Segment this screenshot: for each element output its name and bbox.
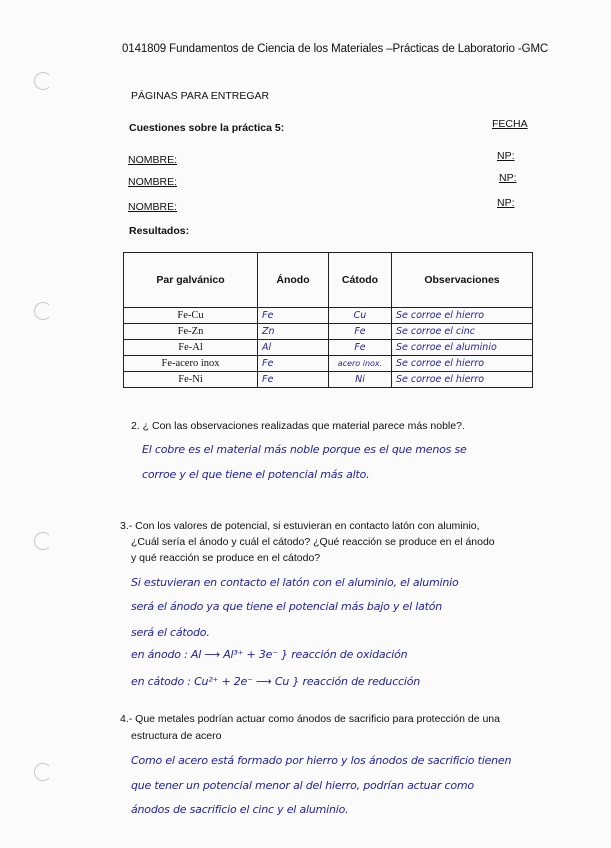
anode-cell: Fe bbox=[258, 372, 329, 388]
header-observations: Observaciones bbox=[392, 253, 533, 308]
observation-cell: Se corroe el aluminio bbox=[392, 340, 533, 356]
cathode-cell: acero inox. bbox=[329, 356, 392, 372]
pair-cell: Fe-acero inox bbox=[124, 356, 258, 372]
cathode-cell: Fe bbox=[329, 324, 392, 340]
answer-4-line-2: que tener un potencial menor al del hierro, podrían actuar como bbox=[131, 779, 474, 792]
observation-cell: Se corroe el hierro bbox=[392, 372, 533, 388]
pair-cell: Fe-Cu bbox=[124, 308, 258, 324]
section-title: PÁGINAS PARA ENTREGAR bbox=[131, 90, 270, 102]
answer-4-line-3: ánodos de sacrificio el cinc y el aluminio. bbox=[131, 803, 349, 816]
answer-3-line-1: Si estuvieran en contacto el latón con el aluminio, el aluminio bbox=[131, 576, 459, 589]
header-cathode: Cátodo bbox=[329, 253, 392, 308]
question-4-line-2: estructura de acero bbox=[131, 730, 222, 742]
answer-3-line-2: será el ánodo ya que tiene el potencial más bajo y el latón bbox=[131, 600, 443, 613]
table-row bbox=[124, 308, 533, 324]
anode-cell: Fe bbox=[258, 308, 329, 324]
table-header-row bbox=[124, 253, 533, 308]
pair-cell: Fe-Ni bbox=[124, 372, 258, 388]
np-label-1: NP: bbox=[497, 150, 515, 162]
cathode-cell: Fe bbox=[329, 340, 392, 356]
document-header: 0141809 Fundamentos de Ciencia de los Materiales –Prácticas de Laboratorio -GMC bbox=[122, 43, 549, 55]
table-row bbox=[124, 340, 533, 356]
table-row bbox=[124, 372, 533, 388]
punch-hole-2 bbox=[34, 302, 52, 320]
pair-cell: Fe-Zn bbox=[124, 324, 258, 340]
answer-4-line-1: Como el acero está formado por hierro y los ánodos de sacrificio tienen bbox=[131, 754, 512, 767]
observation-cell: Se corroe el hierro bbox=[392, 308, 533, 324]
header-pair: Par galvánico bbox=[124, 253, 258, 308]
table-row bbox=[124, 356, 533, 372]
observation-cell: Se corroe el hierro bbox=[392, 356, 533, 372]
question-4-line-1: 4.- Que metales podrían actuar como ánodos de sacrificio para protección de una bbox=[120, 713, 500, 725]
np-label-3: NP: bbox=[497, 197, 515, 209]
np-label-2: NP: bbox=[499, 172, 517, 184]
cathode-cell: Ni bbox=[329, 372, 392, 388]
answer-3-cathode-reaction: en cátodo : Cu²⁺ + 2e⁻ ⟶ Cu } reacción de reducción bbox=[131, 675, 421, 688]
question-2: 2. ¿ Con las observaciones realizadas que material parece más noble?. bbox=[131, 420, 465, 432]
table-row bbox=[124, 324, 533, 340]
cathode-cell: Cu bbox=[329, 308, 392, 324]
anode-cell: Zn bbox=[258, 324, 329, 340]
answer-2-line-1: El cobre es el material más noble porque es el que menos se bbox=[142, 443, 467, 456]
practice-title: Cuestiones sobre la práctica 5: bbox=[129, 122, 285, 134]
answer-3-line-3: será el cátodo. bbox=[131, 626, 210, 639]
question-3-line-2: ¿Cuál sería el ánodo y cuál el cátodo? ¿Qué reacción se produce en el ánodo bbox=[131, 536, 495, 548]
question-3-line-1: 3.- Con los valores de potencial, si estuvieran en contacto latón con aluminio, bbox=[120, 520, 480, 532]
name-label-3: NOMBRE: bbox=[128, 201, 178, 213]
pair-cell: Fe-Al bbox=[124, 340, 258, 356]
punch-hole-4 bbox=[34, 763, 52, 781]
answer-2-line-2: corroe y el que tiene el potencial más alto. bbox=[142, 468, 370, 481]
punch-hole-1 bbox=[34, 72, 52, 90]
results-table bbox=[123, 252, 533, 388]
punch-hole-3 bbox=[34, 532, 52, 550]
name-label-2: NOMBRE: bbox=[128, 176, 178, 188]
results-label: Resultados: bbox=[129, 225, 190, 237]
header-anode: Ánodo bbox=[258, 253, 329, 308]
observation-cell: Se corroe el cinc bbox=[392, 324, 533, 340]
question-3-line-3: y qué reacción se produce en el cátodo? bbox=[131, 552, 321, 564]
anode-cell: Fe bbox=[258, 356, 329, 372]
name-label-1: NOMBRE: bbox=[128, 154, 178, 166]
answer-3-anode-reaction: en ánodo : Al ⟶ Al³⁺ + 3e⁻ } reacción de oxidación bbox=[131, 648, 408, 661]
date-label: FECHA bbox=[492, 118, 528, 130]
anode-cell: Al bbox=[258, 340, 329, 356]
